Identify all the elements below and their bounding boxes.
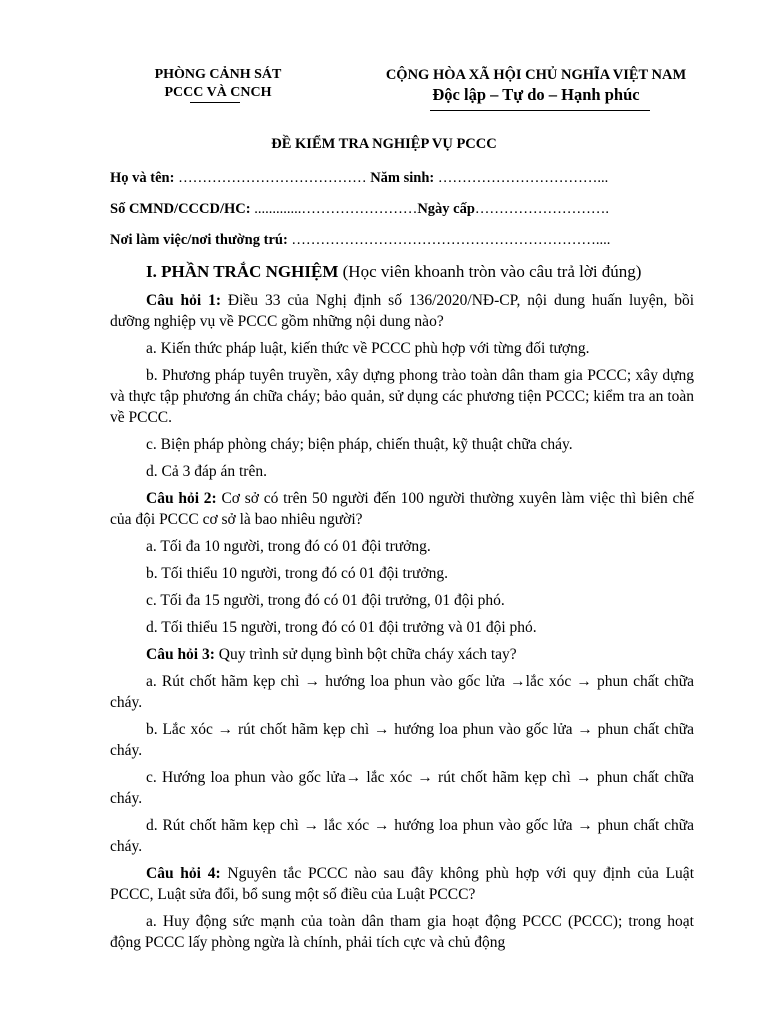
question-3-label: Câu hỏi 3: [146, 646, 215, 663]
agency-underline [190, 102, 240, 103]
section-title: I. PHẦN TRẮC NGHIỆM [146, 262, 339, 281]
name-birth-line [110, 168, 694, 189]
section-note: (Học viên khoanh tròn vào câu trả lời đúng) [342, 262, 642, 281]
answer-1c[interactable]: c. Biện pháp phòng cháy; biện pháp, chiến thuật, kỹ thuật chữa cháy. [146, 436, 573, 453]
agency-name [118, 66, 318, 102]
question-2-label: Câu hỏi 2: [146, 490, 217, 507]
answer-2d[interactable]: d. Tối thiểu 15 người, trong đó có 01 đội trưởng và 01 đội phó. [146, 619, 537, 636]
agency-line-2: PCCC VÀ CNCH [164, 85, 272, 100]
national-motto [360, 66, 712, 104]
question-2-text: Cơ sở có trên 50 người đến 100 người thường xuyên làm việc thì biên chế của đội PCCC cơ sở là bao nhiêu người? [110, 490, 695, 528]
answer-1b[interactable]: b. Phương pháp tuyên truyền, xây dựng phong trào toàn dân tham gia PCCC; xây dựng và thực tập phương án chữa cháy; bảo quản, sử dụng các phương tiện PCCC; kiểm tra an toàn về PCCC. [110, 367, 694, 426]
answer-2c[interactable]: c. Tối đa 15 người, trong đó có 01 đội trưởng, 01 đội phó. [146, 592, 505, 609]
answer-2b[interactable]: b. Tối thiểu 10 người, trong đó có 01 đội trưởng. [146, 565, 448, 582]
name-label: Họ và tên: [110, 170, 175, 186]
answer-2a[interactable]: a. Tối đa 10 người, trong đó có 01 đội trưởng. [146, 538, 431, 555]
agency-line-1: PHÒNG CẢNH SÁT [154, 67, 282, 82]
question-4 [110, 863, 694, 905]
question-3-text: Quy trình sử dụng bình bột chữa cháy xách tay? [218, 646, 517, 663]
birth-field[interactable]: ……………………………... [437, 170, 609, 186]
answer-3a[interactable]: a. Rút chốt hãm kẹp chì → hướng loa phun vào gốc lửa →lắc xóc → phun chất chữa cháy. [110, 673, 694, 711]
question-1-text: Điều 33 của Nghị định số 136/2020/NĐ-CP, nội dung huấn luyện, bồi dưỡng nghiệp vụ về PCCC gồm những nội dung nào? [110, 292, 695, 330]
question-1 [110, 290, 694, 332]
workplace-label: Nơi làm việc/nơi thường trú: [110, 232, 288, 248]
page-title: ĐỀ KIỂM TRA NGHIỆP VỤ PCCC [271, 136, 497, 152]
motto-underline [430, 110, 650, 111]
birth-label: Năm sinh: [370, 170, 435, 186]
id-issue-line [110, 199, 694, 220]
country-name: CỘNG HÒA XÃ HỘI CHỦ NGHĨA VIỆT NAM [385, 67, 687, 83]
question-4-label: Câu hỏi 4: [146, 865, 221, 882]
issue-date-field[interactable]: ………………………. [474, 201, 610, 217]
document-body [110, 168, 694, 959]
section-heading [110, 261, 694, 282]
answer-1a[interactable]: a. Kiến thức pháp luật, kiến thức về PCCC phù hợp với từng đối tượng. [146, 340, 590, 357]
answer-3c[interactable]: c. Hướng loa phun vào gốc lửa→ lắc xóc → rút chốt hãm kẹp chì → phun chất chữa cháy. [110, 769, 694, 807]
question-4-text: Nguyên tắc PCCC nào sau đây không phù hợp với quy định của Luật PCCC, Luật sửa đổi, bổ sung một số điều của Luật PCCC? [110, 865, 694, 903]
answer-4a[interactable]: a. Huy động sức mạnh của toàn dân tham gia hoạt động PCCC (PCCC); trong hoạt động PCCC lấy phòng ngừa là chính, phải tích cực và chủ động [110, 913, 694, 951]
issue-date-label: Ngày cấp [417, 201, 475, 217]
question-3 [110, 644, 694, 665]
document-header [0, 66, 768, 116]
answer-3b[interactable]: b. Lắc xóc → rút chốt hãm kẹp chì → hướng loa phun vào gốc lửa → phun chất chữa cháy. [110, 721, 694, 759]
workplace-field[interactable]: ……………………………………………………….... [291, 232, 611, 248]
workplace-line [110, 230, 694, 251]
question-1-label: Câu hỏi 1: [146, 292, 221, 309]
answer-3d[interactable]: d. Rút chốt hãm kẹp chì → lắc xóc → hướng loa phun vào gốc lửa → phun chất chữa cháy. [110, 817, 694, 855]
id-label: Số CMND/CCCD/HC: [110, 201, 251, 217]
answer-1d[interactable]: d. Cả 3 đáp án trên. [146, 463, 267, 480]
question-2 [110, 488, 694, 530]
id-field[interactable]: .............…………………… [254, 201, 418, 217]
motto: Độc lập – Tự do – Hạnh phúc [432, 85, 640, 104]
name-field[interactable]: ………………………………… [178, 170, 367, 186]
